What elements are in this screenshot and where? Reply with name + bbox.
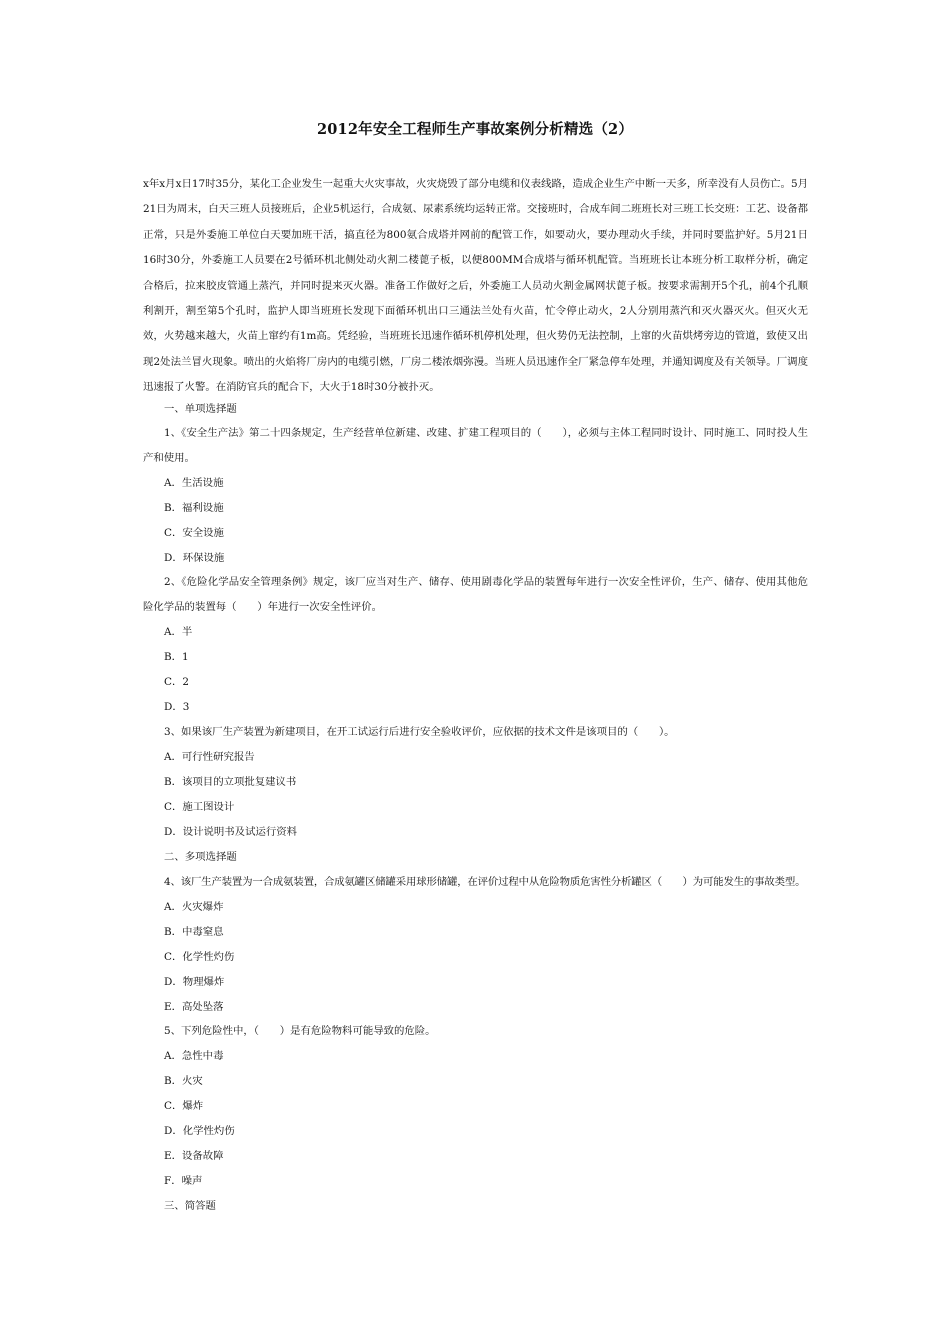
section-heading-short-answer: 三、简答题 <box>164 1200 216 1212</box>
section-heading-single-choice: 一、单项选择题 <box>164 403 237 415</box>
q5-option-b: B．火灾 <box>164 1075 203 1087</box>
section-heading-multiple-choice: 二、多项选择题 <box>164 851 237 863</box>
q1-option-a: A．生活设施 <box>164 477 224 489</box>
q5-option-d: D．化学性灼伤 <box>164 1125 235 1137</box>
q4-option-c: C．化学性灼伤 <box>164 951 235 963</box>
case-description: x年x月x日17时35分，某化工企业发生一起重大火灾事故，火灾烧毁了部分电缆和仪表线路，造成企业生产中断一天多，所幸没有人员伤亡。5月21日为周末，白天三班人员接班后，企业5机运行，合成氨、尿素系统均运转正常。交接班时，合成车间二班班长对三班工长交班：工艺、设备都正常，只是外委施工单位白天要加班干活，搞直径为800氨合成塔并网前的配管工作，如要动火，要办理动火手续，并同时要监护好。5月21日16时30分，外委施工人员要在2号循环机北侧处动火割二楼蓖子板，以便800MM合成塔与循环机配管。当班班长让本班分析工取样分析，确定合格后，拉来胶皮管通上蒸汽，并同时提来灭火器。准备工作做好之后，外委施工人员动火割金属网状蓖子板。按要求需割开5个孔，前4个孔顺利割开，割至第5个孔时，监护人即当班班长发现下面循环机出口三通法兰处有火苗，忙令停止动火，2人分别用蒸汽和灭火器灭火。但灭火无效，火势越来越大，火苗上窜约有1m高。凭经验，当班班长迅速作循环机停机处理，但火势仍无法控制，上窜的火苗烘烤旁边的管道，致使又出现2处法兰冒火现象。喷出的火焰将厂房内的电缆引燃，厂房二楼浓烟弥漫。当班人员迅速作全厂紧急停车处理，并通知调度及有关领导。厂调度迅速报了火警。在消防官兵的配合下，大火于18时30分被扑灭。 <box>143 178 808 394</box>
q5-option-e: E．设备故障 <box>164 1150 224 1162</box>
q1-option-d: D．环保设施 <box>164 552 225 564</box>
q3-option-c: C．施工图设计 <box>164 801 235 813</box>
q5-option-a: A．急性中毒 <box>164 1050 224 1062</box>
q4-option-e: E．高处坠落 <box>164 1001 224 1013</box>
q1-option-b: B．福利设施 <box>164 502 224 514</box>
q2-option-a: A．半 <box>164 626 193 638</box>
q2-option-d: D．3 <box>164 701 190 713</box>
q2-option-b: B．1 <box>164 651 189 663</box>
q5-option-c: C．爆炸 <box>164 1100 204 1112</box>
q3-option-a: A．可行性研究报告 <box>164 751 255 763</box>
q4-option-b: B．中毒窒息 <box>164 926 224 938</box>
q1-option-c: C．安全设施 <box>164 527 224 539</box>
q5-option-f: F．噪声 <box>164 1175 203 1187</box>
question-3: 3、如果该厂生产装置为新建项目，在开工试运行后进行安全验收评价，应依据的技术文件是该项目的（ ）。 <box>164 726 675 738</box>
q3-option-d: D．设计说明书及试运行资料 <box>164 826 298 838</box>
question-5: 5、下列危险性中，（ ）是有危险物料可能导致的危险。 <box>164 1025 436 1037</box>
q3-option-b: B．该项目的立项批复建议书 <box>164 776 297 788</box>
question-1: 1、《安全生产法》第二十四条规定，生产经营单位新建、改建、扩建工程项目的（ ），必须与主体工程同时设计、同时施工、同时投人生产和使用。 <box>143 427 808 464</box>
q4-option-a: A．火灾爆炸 <box>164 901 224 913</box>
question-4: 4、该厂生产装置为一合成氨装置，合成氨罐区储罐采用球形储罐，在评价过程中从危险物质危害性分析罐区（ ）为可能发生的事故类型。 <box>164 876 806 888</box>
q2-option-c: C．2 <box>164 676 189 688</box>
question-2: 2、《危险化学品安全管理条例》规定，该厂应当对生产、储存、使用剧毒化学品的装置每年进行一次安全性评价，生产、储存、使用其他危险化学品的装置每（ ）年进行一次安全性评价。 <box>143 576 808 613</box>
q4-option-d: D．物理爆炸 <box>164 976 225 988</box>
document-title: 2012年安全工程师生产事故案例分析精选（2） <box>316 121 634 138</box>
